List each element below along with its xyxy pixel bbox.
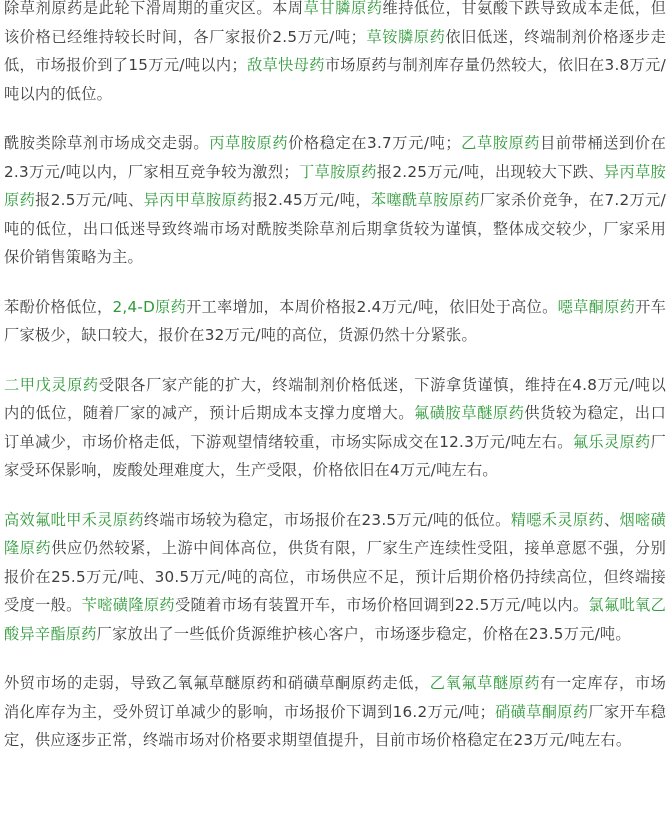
paragraph-foreign-trade (4, 669, 666, 755)
paragraph-text: 报2.5万元/吨、 (35, 191, 144, 209)
highlighted-product-name: 硝磺草酮原药 (495, 702, 589, 721)
paragraph-text: 、 (603, 510, 620, 529)
highlighted-product-name: 丁草胺原药 (298, 162, 377, 181)
paragraph-text: 报2.25万元/吨，出现较大下跌、 (376, 162, 604, 181)
highlighted-product-name: 氟磺胺草醚原药 (414, 404, 525, 422)
highlighted-product-name: 苄嘧磺隆原药 (81, 596, 175, 614)
highlighted-product-name: 乙草胺原药 (460, 134, 541, 152)
paragraph-pendimethalin (4, 371, 666, 485)
paragraph-text: 开车厂家极少，缺口较大，报价在32万元/吨的高位，货源仍然十分紧张。 (4, 297, 667, 344)
highlighted-product-name: 2,4-D原药 (112, 297, 187, 316)
highlighted-product-name: 氟乐灵原药 (572, 432, 651, 451)
paragraph-text: 酰胺类除草剂市场成交走弱。 (4, 134, 210, 152)
highlighted-product-name: 草铵膦原药 (366, 27, 446, 46)
highlighted-product-name: 异丙草胺原药 (4, 162, 666, 209)
paragraph-text: 苯酚价格低位， (4, 297, 113, 316)
highlighted-product-name: 噁草酮原药 (557, 297, 636, 316)
paragraph-text: 除草剂原药是此轮下滑周期的重灾区。本周 (4, 0, 304, 17)
paragraph-text: 终端市场较为稳定，市场报价在23.5万元/吨的低位。 (143, 510, 511, 529)
highlighted-product-name: 高效氟吡甲禾灵原药 (4, 510, 144, 529)
paragraph-text: 厂家杀价竞争，在7.2万元/吨的低位，出口低迷导致终端市场对酰胺类除草剂后期拿货较为谨慎，整体成交较少，厂家采用保价销售策略为主。 (4, 191, 667, 266)
paragraph-text: 厂家开车稳定，供应逐步正常，终端市场对价格要求期望值提升，目前市场价格稳定在23万元/吨左右。 (4, 702, 667, 749)
paragraph-text: 供应仍然较紧，上游中间体高位，供货有限，厂家生产连续性受阻，接单意愿不强，分别报价在25.5万元/吨、30.5万元/吨的高位，市场供应不足，预计后期价格仍持续高位，但终端接受度一般。 (4, 539, 667, 614)
highlighted-product-name: 苯噻酰草胺原药 (370, 191, 480, 209)
paragraph-haloxyfop (4, 506, 666, 649)
paragraph-text: 有一定库存，市场消化库存为主，受外贸订单减少的影响，市场报价下调到16.2万元/吨； (4, 674, 667, 721)
highlighted-product-name: 二甲戊灵原药 (4, 375, 99, 394)
highlighted-product-name: 氯氟吡氧乙酸异辛酯原药 (4, 596, 667, 643)
highlighted-product-name: 乙氧氟草醚原药 (429, 674, 541, 692)
paragraph-text: 厂家放出了一些低价货源维护核心客户，市场逐步稳定，价格在23.5万元/吨。 (96, 624, 631, 643)
paragraph-herbicide-overview (4, 0, 666, 108)
paragraph-text: 市场原药与制剂库存量仍然较大，依旧在3.8万元/吨以内的低位。 (4, 56, 666, 103)
paragraph-text: 受限各厂家产能的扩大，终端制剂价格低迷，下游拿货谨慎，维持在4.8万元/吨以内的低位，随着厂家的减产，预计后期成本支撑力度增大。 (4, 375, 667, 422)
paragraph-text: 厂家受环保影响，废酸处理难度大，生产受限，价格依旧在4万元/吨左右。 (4, 432, 667, 479)
paragraph-text: 受随着市场有装置开车，市场价格回调到22.5万元/吨以内。 (174, 596, 589, 614)
highlighted-product-name: 敌草快母药 (246, 56, 325, 74)
highlighted-product-name: 丙草胺原药 (209, 134, 289, 152)
paragraph-text: 依旧低迷，终端制剂价格逐步走低，市场报价到了15万元/吨以内； (4, 27, 667, 74)
paragraph-text: 供货较为稳定，出口订单减少，市场价格走低，下游观望情绪较重，市场实际成交在12.3万元/吨左右。 (4, 404, 667, 451)
paragraph-text: 价格稳定在3.7万元/吨； (288, 134, 461, 152)
highlighted-product-name: 草甘膦原药 (303, 0, 383, 17)
paragraph-phenol-24d (4, 293, 666, 350)
paragraph-text: 维持低位，甘氨酸下跌导致成本走低，但该价格已经维持较长时间，各厂家报价2.5万元/吨； (4, 0, 667, 46)
paragraph-text: 目前带桶送到价在2.3万元/吨以内，厂家相互竞争较为激烈； (4, 134, 667, 181)
highlighted-product-name: 烟嘧磺隆原药 (4, 510, 667, 557)
highlighted-product-name: 异丙甲草胺原药 (143, 191, 253, 209)
highlighted-product-name: 精噁禾灵原药 (510, 510, 604, 529)
paragraph-amide-herbicides (4, 129, 666, 272)
paragraph-text: 开工率增加，本周价格报2.4万元/吨，依旧处于高位。 (186, 297, 558, 316)
paragraph-text: 外贸市场的走弱，导致乙氧氟草醚原药和硝磺草酮原药走低， (4, 674, 430, 692)
paragraph-text: 报2.45万元/吨， (252, 191, 371, 209)
